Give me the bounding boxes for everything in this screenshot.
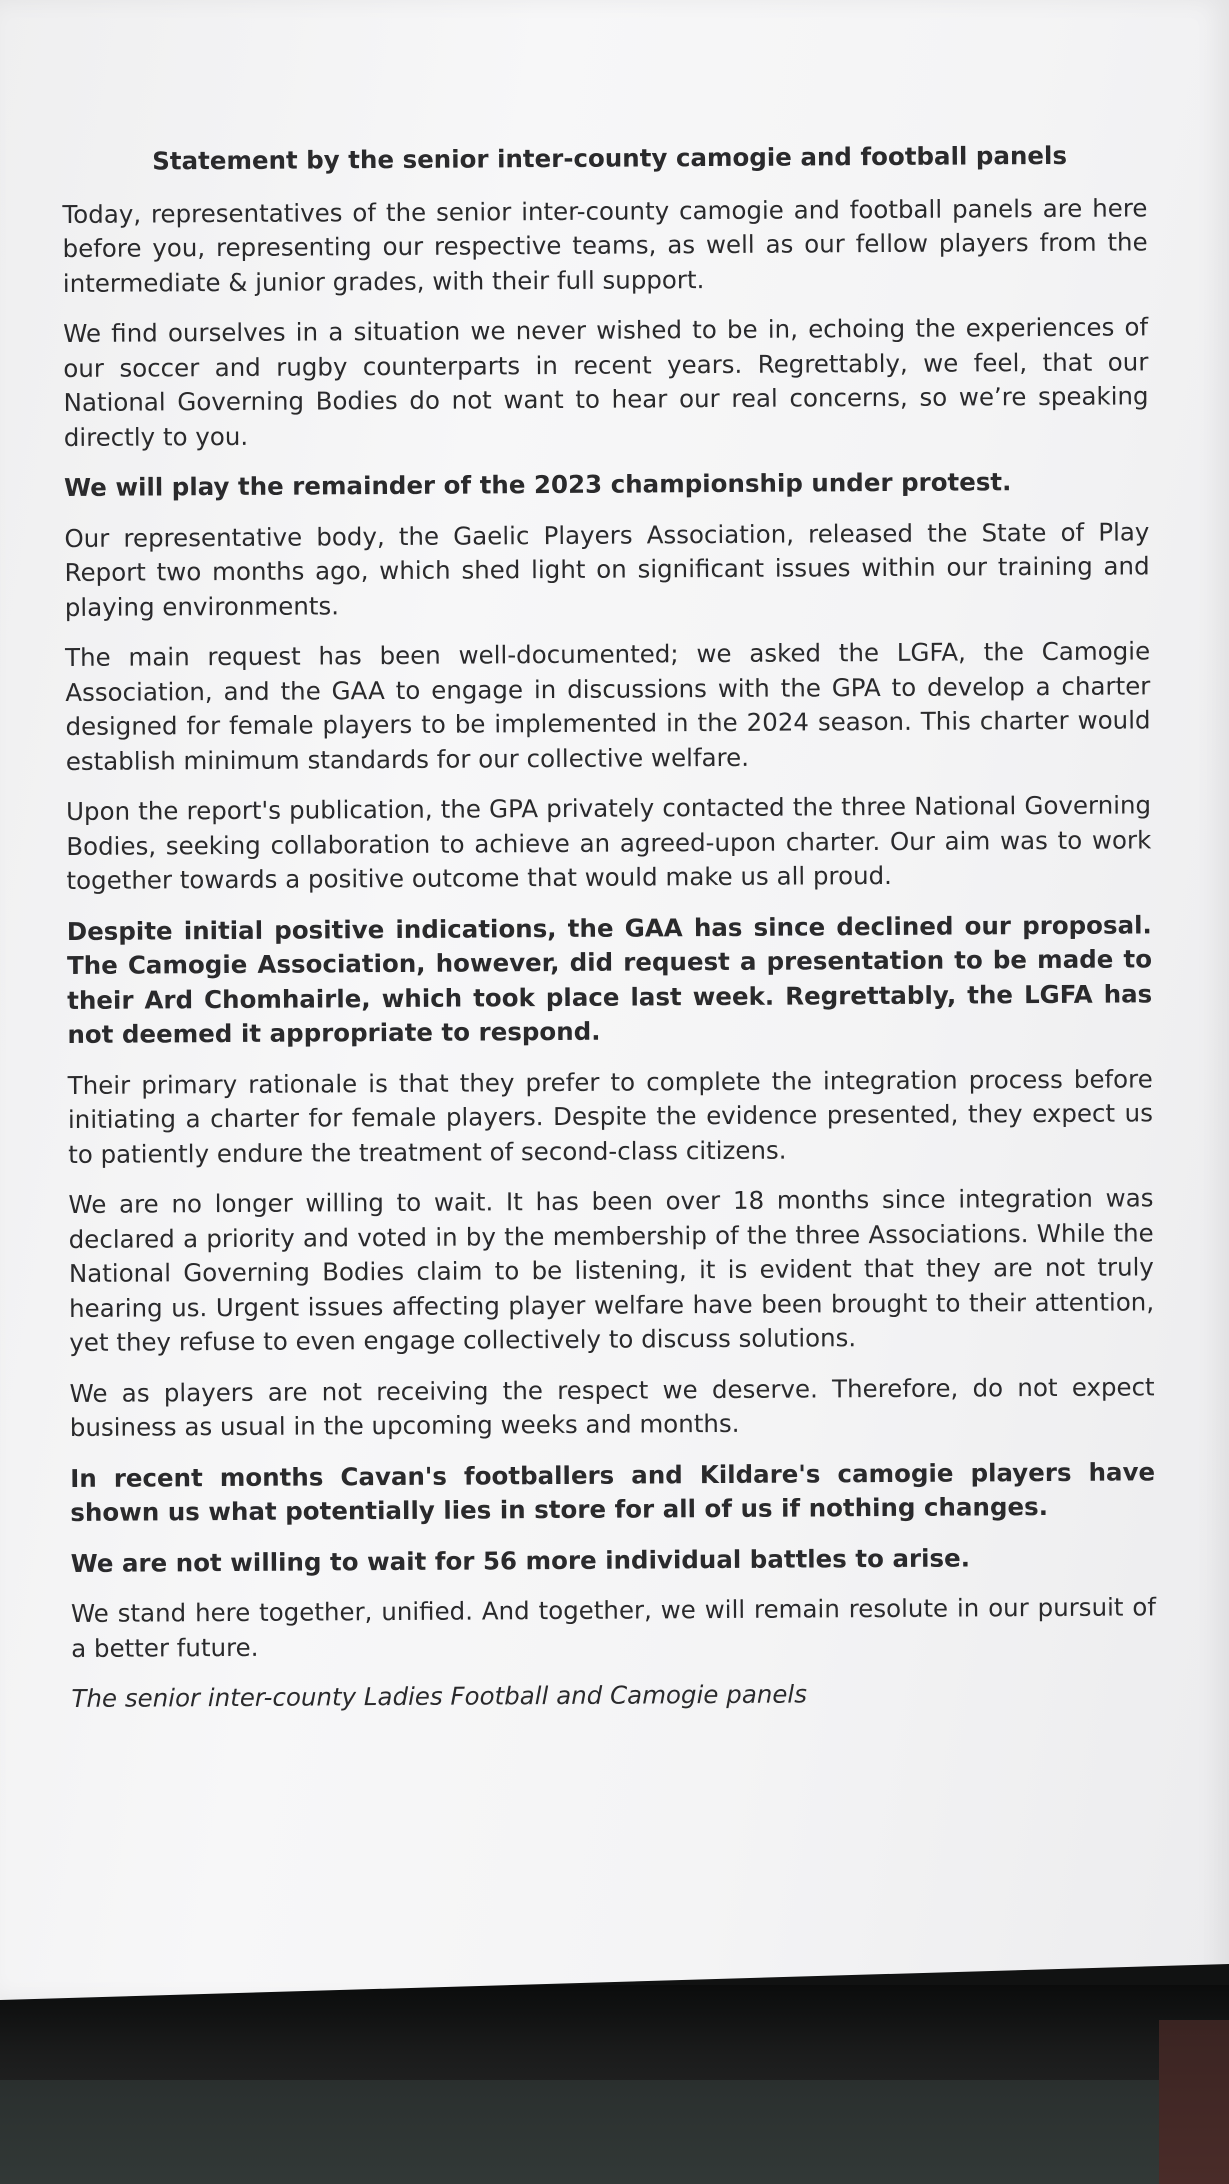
paragraph-protest: We will play the remainder of the 2023 championship under protest. <box>64 467 1012 502</box>
paragraph-main-request: The main request has been well-documented; we asked the LGFA, the Camogie Association, and the GAA to engage in discussions with the GPA to develop a charter designed for female players to be implemented in the 2024 season. This charter would establish minimum standards for our collective welfare. <box>65 636 1151 776</box>
paragraph-no-longer-wait: We are no longer willing to wait. It has been over 18 months since integration was declared a priority and voted in by the membership of the three Associations. While the National Governing Bodies claim to be listening, it is evident that they are not truly hearing us. Urgent issues affecting player welfare have been brought to their attention, yet they refuse to even engage collectively to discuss solutions. <box>68 1183 1155 1357</box>
document-title: Statement by the senior inter-county camogie and football panels <box>152 140 1068 176</box>
paragraph-publication: Upon the report's publication, the GPA privately contacted the three National Governing Bodies, seeking collaboration to achieve an agreed-upon charter. Our aim was to work together towards a positive outcome that would make us all proud. <box>65 790 1152 895</box>
paragraph-intro: Today, representatives of the senior inter-county camogie and football panels are here before you, representing our respective teams, as well as our fellow players from the intermediate & junior grades, with their full support. <box>62 192 1148 298</box>
document-signoff: The senior inter-county Ladies Football and Camogie panels <box>71 1679 808 1713</box>
paragraph-responses: Despite initial positive indications, the GAA has since declined our proposal. The Camogie Association, however, did request a presentation to be made to their Ard Chomhairle, which took place last week. Regrettably, the LGFA has not deemed it appropriate to respond. <box>66 909 1153 1049</box>
paragraph-respect: We as players are not receiving the respect we deserve. Therefore, do not expect business as usual in the upcoming weeks and months. <box>69 1371 1155 1442</box>
paragraph-battles: We are not willing to wait for 56 more individual battles to arise. <box>70 1542 971 1578</box>
statement-document <box>62 138 1157 1732</box>
paragraph-unified: We stand here together, unified. And together, we will remain resolute in our pursuit of a better future. <box>70 1592 1157 1663</box>
paragraph-situation: We find ourselves in a situation we never wished to be in, echoing the experiences of our soccer and rugby counterparts in recent years. Regrettably, we feel, that our National Governing Bodies do not want to hear our real concerns, so we’re speaking directly to you. <box>63 312 1149 452</box>
background-object <box>1159 2020 1229 2184</box>
paragraph-gpa-report: Our representative body, the Gaelic Players Association, released the State of Play Report two months ago, which shed light on significant issues within our training and playing environments. <box>64 516 1150 622</box>
paragraph-rationale: Their primary rationale is that they prefer to complete the integration process before initiating a charter for female players. Despite the evidence presented, they expect us to patiently endure the treatment of second-class citizens. <box>67 1063 1154 1169</box>
paragraph-recent-months: In recent months Cavan's footballers and Kildare's camogie players have shown us what potentially lies in store for all of us if nothing changes. <box>70 1456 1156 1527</box>
background-cloth <box>0 2080 1229 2184</box>
